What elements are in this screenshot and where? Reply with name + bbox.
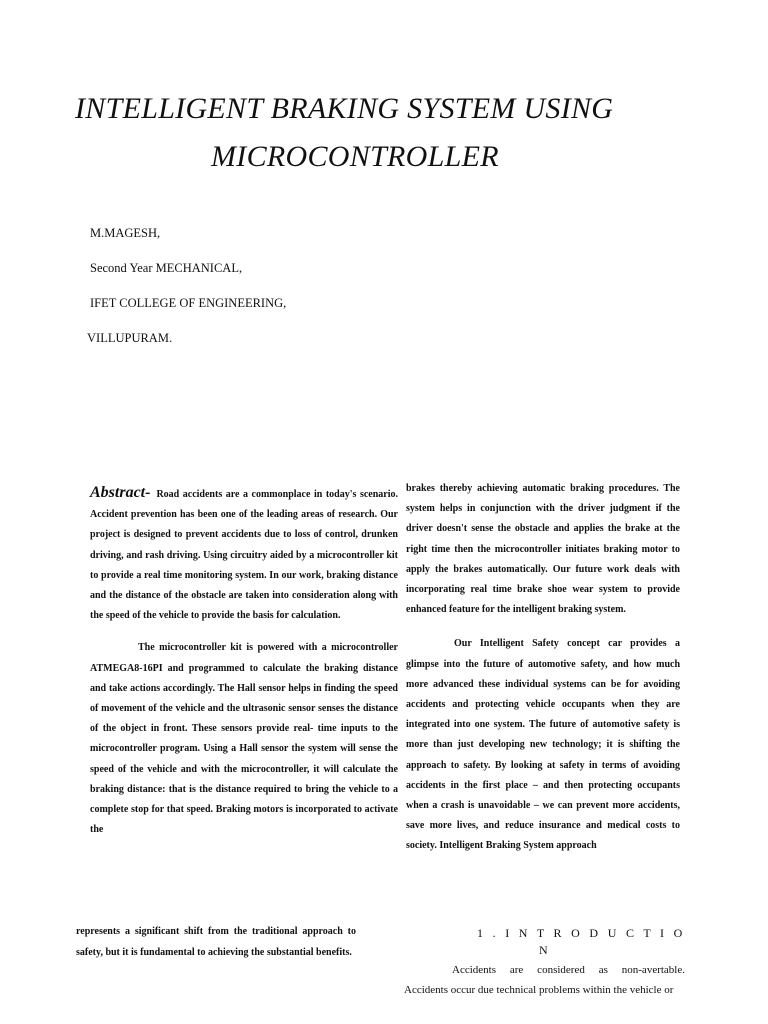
- introduction-heading: [477, 925, 686, 959]
- introduction-text: Accidents are considered as non-avertable. Accidents occur due technical problems within the vehicle or: [404, 964, 685, 996]
- abstract-paragraph-1: [90, 483, 398, 626]
- abstract-paragraph-2: The microcontroller kit is powered with a microcontroller ATMEGA8-16PI and programmed to calculate the braking distance and take actions accordingly. The Hall sensor helps in finding the speed of movement of the vehicle and the ultrasonic sensor senses the distance of the object in front. These sensors provide real- time inputs to the microcontroller program. Using a Hall sensor the system will sense the speed of the vehicle and with the microcontroller, it will calculate the braking distance: that is the distance required to bring the vehicle to a complete stop for that speed. Braking motors is incorporated to activate the: [90, 642, 398, 836]
- author-name: M.MAGESH,: [90, 226, 161, 240]
- author-year: Second Year MECHANICAL,: [90, 261, 243, 275]
- right-paragraph-2: Our Intelligent Safety concept car provides a glimpse into the future of automotive safety, and how much more advanced these individual systems can be for avoiding accidents and protecting vehicle occupants when they are integrated into one system. The future of automotive safety is more than just developing new technology; it is shifting the approach to safety. By looking at safety in terms of avoiding accidents in the first place – and then protecting occupants when a crash is unavoidable – we can prevent more accidents, save more lives, and reduce insurance and medical costs to society. Intelligent Braking System approach: [406, 638, 680, 852]
- abstract-paragraph-2-continued: represents a significant shift from the traditional approach to safety, but it is fundamental to achieving the substantial benefits.: [76, 926, 356, 958]
- paper-title-line-2: MICROCONTROLLER: [211, 140, 499, 173]
- author-city: VILLUPURAM.: [87, 331, 173, 345]
- left-column-continued: [76, 922, 356, 963]
- introduction-heading-line-1: 1 . I N T R O D U C T I O: [477, 926, 686, 940]
- introduction-heading-line-2: N: [539, 943, 551, 957]
- left-column: [90, 483, 398, 840]
- author-college: IFET COLLEGE OF ENGINEERING,: [90, 296, 287, 310]
- paper-title-line-1: INTELLIGENT BRAKING SYSTEM USING: [75, 92, 614, 125]
- right-column: [406, 479, 680, 857]
- abstract-text-1: Road accidents are a commonplace in today's scenario. Accident prevention has been one of the leading areas of research. Our project is designed to prevent accidents due to loss of control, drunken driving, and rash driving. Using circuitry aided by a microcontroller kit to provide a real time monitoring system. In our work, braking distance and the distance of the obstacle are taken into consideration along with the speed of the vehicle to provide the basis for calculation.: [90, 489, 398, 622]
- abstract-heading: Abstract-: [90, 484, 151, 501]
- right-paragraph-1: brakes thereby achieving automatic braking procedures. The system helps in conjunction with the driver judgment if the driver doesn't sense the obstacle and applies the brake at the right time then the microcontroller initiates braking motor to apply the brakes automatically. Our future work deals with incorporating real time brake shoe wear system to provide enhanced feature for the intelligent braking system.: [406, 483, 680, 616]
